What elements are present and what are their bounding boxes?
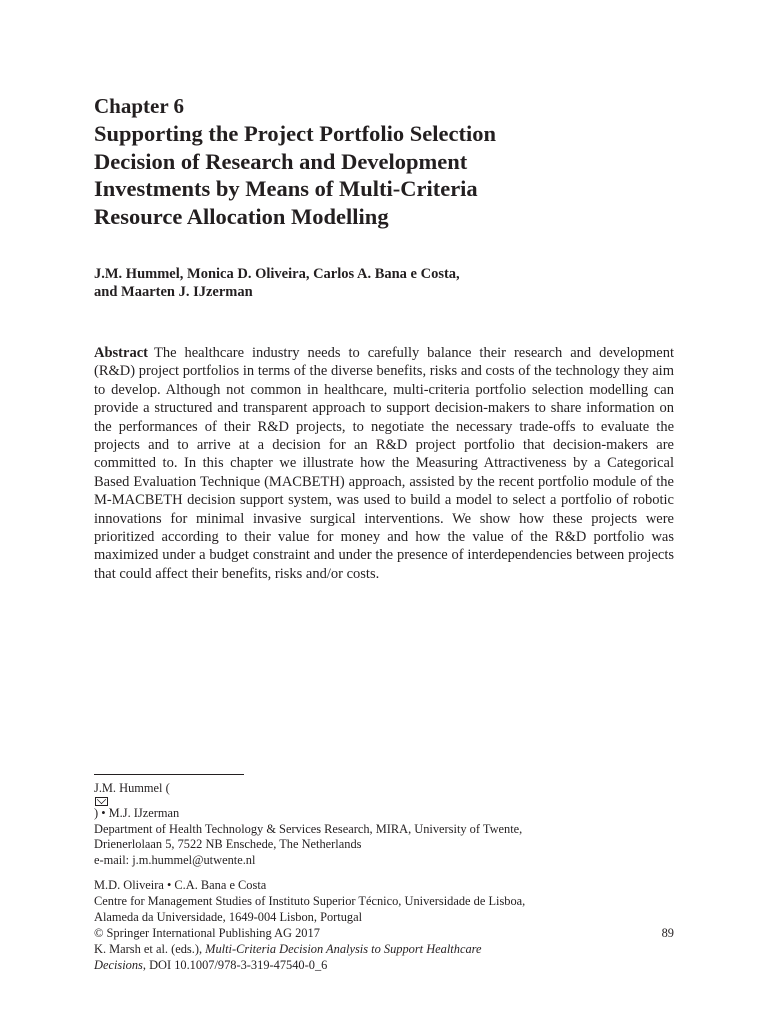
page-number: 89 — [661, 926, 674, 940]
chapter-header — [94, 94, 674, 598]
citation-book-title: Multi-Criteria Decision Analysis to Support Healthcare — [205, 941, 482, 956]
footnotes — [94, 774, 674, 934]
affiliation-address: Drienerlolaan 5, 7522 NB Enschede, The Netherlands — [94, 837, 362, 852]
abstract — [94, 344, 674, 583]
chapter-title-line: Supporting the Project Portfolio Selection — [94, 121, 497, 146]
affiliation-name-text: J.M. Hummel ( — [94, 781, 170, 795]
affiliation-address: Alameda da Universidade, 1649-004 Lisbon, Portugal — [94, 909, 363, 924]
affiliation-email: e-mail: j.m.hummel@utwente.nl — [94, 853, 256, 868]
chapter-title-line: Decision of Research and Development — [94, 148, 468, 174]
citation-book-title: Decisions — [94, 957, 143, 972]
citation-line — [94, 958, 674, 974]
citation-editors: K. Marsh et al. (eds.), — [94, 941, 206, 956]
affiliation-names — [94, 781, 674, 822]
envelope-icon — [95, 797, 108, 806]
copyright-notice: © Springer International Publishing AG 2017 — [94, 926, 320, 940]
abstract-text: The healthcare industry needs to carefully balance their research and development (R&D) project portfolios in terms of the diverse benefits, risks and costs of the technology they aim to develop. Although not common in healthcare, multi-criteria portfolio selection modelling can provide a structured and transparent approach to support decision-makers to share information on the performances of their R&D projects, to negotiate the necessary trade-offs to evaluate the projects and to arrive at a decision for an R&D project portfolio that decision-makers are committed to. In this chapter we illustrate how the Measuring Attractiveness by a Categorical Based Evaluation Technique (MACBETH) approach, assisted by the recent portfolio module of the M-MACBETH decision support system, was used to build a model to select a portfolio of robotic innovations for minimal invasive surgical interventions. We show how these projects were prioritized according to their value for money and how the value of the R&D portfolio was maximized under a budget constraint and under the presence of interdependencies between projects that could affect their benefits, risks and/or costs. — [94, 345, 674, 582]
abstract-label: Abstract — [94, 345, 148, 361]
chapter-title — [94, 120, 674, 230]
chapter-title-line: Investments by Means of Multi-Criteria — [94, 176, 478, 201]
author-line: and Maarten J. IJzerman — [94, 284, 253, 300]
author-list — [94, 265, 674, 301]
chapter-title-line: Resource Allocation Modelling — [94, 203, 389, 229]
affiliation-name-text: ) • M.J. IJzerman — [94, 805, 180, 820]
chapter-label: Chapter 6 — [94, 94, 185, 118]
author-line: J.M. Hummel, Monica D. Oliveira, Carlos A. Bana e Costa, — [94, 266, 460, 282]
affiliation-twente — [94, 781, 674, 869]
publication-info — [94, 926, 674, 973]
affiliation-department: Centre for Management Studies of Instituto Superior Técnico, Universidade de Lisboa, — [94, 893, 526, 908]
affiliation-department: Department of Health Technology & Services Research, MIRA, University of Twente, — [94, 821, 523, 836]
footnote-divider — [94, 774, 244, 775]
citation-doi: , DOI 10.1007/978-3-319-47540-0_6 — [142, 957, 328, 972]
affiliation-names: M.D. Oliveira • C.A. Bana e Costa — [94, 877, 267, 892]
citation-line — [94, 942, 674, 958]
affiliation-lisboa — [94, 878, 674, 925]
